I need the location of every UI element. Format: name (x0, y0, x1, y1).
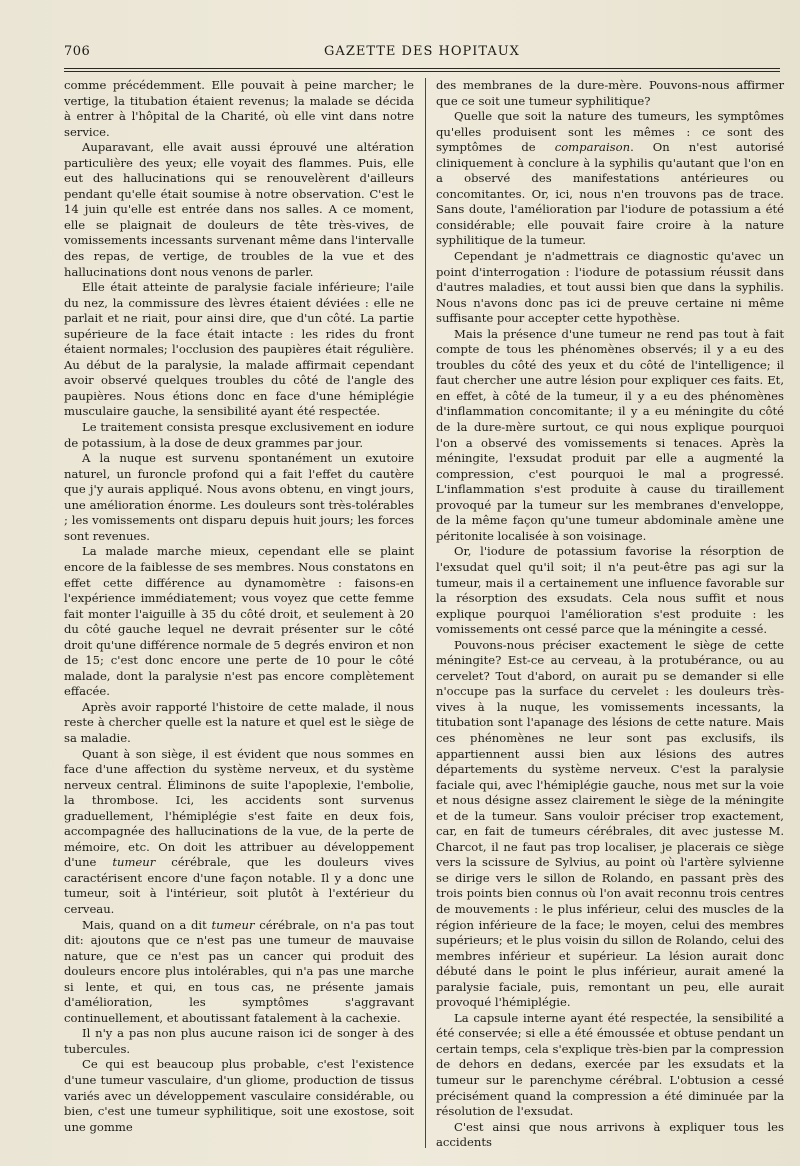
paragraph: Cependant je n'admettrais ce diagnostic qu'avec un point d'interrogation : l'iodure de potassium réussit dans d'autres maladies, et tout aussi bien que dans la syphilis. Nous n'avons donc pas ici de preuve certaine ni même suffisante pour accepter cette hypothèse. (436, 249, 784, 326)
paragraph: Quant à son siège, il est évident que nous sommes en face d'une affection du système nerveux, et du système nerveux central. Éliminons de suite l'apoplexie, l'embolie, la thrombose. Ici, les accidents sont survenus graduellement, l'hémiplégie s'est faite en deux fois, accompagnée des hallucinations de la vue, de la perte de mémoire, etc. On doit les attribuer au développement d'une tumeur cérébrale, que les douleurs vives caractérisent encore d'une façon notable. Il y a donc une tumeur, soit à l'intérieur, soit plutôt à l'extérieur du cerveau. (64, 746, 414, 916)
paragraph: Or, l'iodure de potassium favorise la résorption de l'exsudat quel qu'il soit; il n'a peut-être pas agi sur la tumeur, mais il a certainement une influence favorable sur la résorption des exsudats. Cela nous suffit et nous explique pourquoi l'amélioration s'est produite : les vomissements ont cessé parce que la méningite a cessé. (436, 544, 784, 637)
paragraph: La malade marche mieux, cependant elle se plaint encore de la faiblesse de ses membres. Nous constatons en effet cette différence au dynamomètre : faisons-en l'expérience immédiatement; vous voyez que cette femme fait monter l'aiguille à 35 du côté droit, et seulement à 20 du côté gauche lequel ne devrait présenter sur le côté droit qu'une différence normale de 5 degrés environ et non de 15; c'est donc encore une perte de 10 pour le côté malade, dont la paralysie n'est pas encore complètement effacée. (64, 544, 414, 699)
header-rule (64, 68, 780, 69)
right-column (436, 78, 784, 1151)
left-column (64, 78, 414, 1135)
paragraph: Quelle que soit la nature des tumeurs, les symptômes qu'elles produisent sont les mêmes : ce sont des symptômes de comparaison. On n'est autorisé cliniquement à conclure à la syphilis qu'autant que l'on en a observé des manifestations antérieures ou concomitantes. Or, ici, nous n'en trouvons pas de trace. Sans doute, l'amélioration par l'iodure de potassium a été considérable; elle pouvait faire croire à la nature syphilitique de la tumeur. (436, 109, 785, 248)
paragraph: Le traitement consista presque exclusivement en iodure de potassium, à la dose de deux grammes par jour. (64, 420, 414, 450)
column-divider (425, 78, 426, 1148)
paragraph: Mais, quand on a dit tumeur cérébrale, on n'a pas tout dit: ajoutons que ce n'est pas une tumeur de mauvaise nature, que ce n'est pas un cancer qui produit des douleurs encore plus intolérables, qui n'a pas une marche si lente, et qui, en tous cas, ne présente jamais d'amélioration, les symptômes s'aggravant continuellement, et aboutissant fatalement à la cachexie. (64, 917, 414, 1025)
page-header (64, 44, 780, 64)
paragraph: comme précédemment. Elle pouvait à peine marcher; le vertige, la titubation étaient revenus; la malade se décida à entrer à l'hôpital de la Charité, où elle vint dans notre service. (64, 78, 414, 139)
paragraph: Elle était atteinte de paralysie faciale inférieure; l'aile du nez, la commissure des lèvres étaient déviées : elle ne parlait et ne riait, pour ainsi dire, que d'un côté. La partie supérieure de la face était intacte : les rides du front étaient normales; l'occlusion des paupières était régulière. Au début de la paralysie, la malade affirmait cependant avoir observé quelques troubles du côté de l'angle des paupières. Nous étions donc en face d'une hémiplégie musculaire gauche, la sensibilité ayant été respectée. (64, 280, 414, 419)
paragraph: Après avoir rapporté l'histoire de cette malade, il nous reste à chercher quelle est la nature et quel est le siège de sa maladie. (64, 699, 414, 745)
header-rule-double (64, 71, 780, 72)
paragraph: Il n'y a pas non plus aucune raison ici de songer à des tubercules. (64, 1026, 414, 1056)
paragraph: Pouvons-nous préciser exactement le siège de cette méningite? Est-ce au cerveau, à la protubérance, ou au cervelet? Tout d'abord, on aurait pu se demander si elle n'occupe pas la surface du cervelet : les douleurs très-vives à la nuque, les vomissements incessants, la titubation sont l'apanage des lésions de cette nature. Mais ces phénomènes ne leur sont pas exclusifs, ils appartiennent aussi bien aux lésions des autres départements du système nerveux. C'est la paralysie faciale qui, avec l'hémiplégie gauche, nous met sur la voie et nous désigne assez clairement le siège de la méningite et de la tumeur. Sans vouloir préciser trop exactement, car, en fait de tumeurs cérébrales, dit avec justesse M. Charcot, il ne faut pas trop localiser, je placerais ce siège vers la scissure de Sylvius, au point où l'artère sylvienne se dirige vers le sillon de Rolando, en passant près des trois points bien connus où l'on avait reconnu trois centres de mouvements : le plus inférieur, celui des muscles de la région inférieure de la face; le moyen, celui des membres supérieurs; et le plus voisin du sillon de Rolando, celui des membres inférieur et supérieur. La lésion aurait donc débuté dans le point le plus inférieur, aurait amené la paralysie faciale, puis, remontant un peu, elle aurait provoqué l'hémiplégie. (436, 637, 784, 1010)
paragraph: C'est ainsi que nous arrivons à expliquer tous les accidents (436, 1119, 784, 1150)
paragraph: Auparavant, elle avait aussi éprouvé une altération particulière des yeux; elle voyait des flammes. Puis, elle eut des hallucinations qui se renouvelèrent d'ailleurs pendant qu'elle était soumise à notre observation. C'est le 14 juin qu'elle est entrée dans nos salles. A ce moment, elle se plaignait de douleurs de tête très-vives, de vomissements incessants survenant même dans l'intervalle des repas, de vertige, de troubles de la vue et des hallucinations dont nous venons de parler. (64, 140, 414, 279)
page-number: 706 (64, 44, 91, 59)
paragraph: Ce qui est beaucoup plus probable, c'est l'existence d'une tumeur vasculaire, d'un gliome, production de tissus variés avec un développement vasculaire considérable, ou bien, c'est une tumeur syphilitique, soit une exostose, soit une gomme (64, 1057, 414, 1134)
journal-title: GAZETTE DES HOPITAUX (324, 44, 520, 59)
paragraph: La capsule interne ayant été respectée, la sensibilité a été conservée; si elle a été émoussée et obtuse pendant un certain temps, cela s'explique très-bien par la compression de dehors en dedans, exercée par les exsudats et la tumeur sur le parenchyme cérébral. L'obtusion a cessé précisément quand la compression a été diminuée par la résolution de l'exsudat. (436, 1010, 784, 1119)
paragraph: des membranes de la dure-mère. Pouvons-nous affirmer que ce soit une tumeur syphilitique? (436, 78, 784, 108)
paragraph: Mais la présence d'une tumeur ne rend pas tout à fait compte de tous les phénomènes observés; il y a eu des troubles du côté des yeux et du côté de l'intelligence; il faut chercher une autre lésion pour expliquer ces faits. Et, en effet, à côté de la tumeur, il y a eu des phénomènes d'inflammation concomitante; il y a eu méningite du côté de la dure-mère surtout, ce qui nous explique pourquoi l'on a observé des vomissements si tenaces. Après la méningite, l'exsudat produit par elle a augmenté la compression, c'est pourquoi le mal a progressé. L'inflammation s'est produite à cause du tiraillement provoqué par la tumeur sur les membranes d'enveloppe, de la même façon qu'une tumeur abdominale amène une péritonite localisée à son voisinage. (436, 326, 784, 543)
paragraph: A la nuque est survenu spontanément un exutoire naturel, un furoncle profond qui a fait l'effet du cautère que j'y aurais appliqué. Nous avons obtenu, en vingt jours, une amélioration énorme. Les douleurs sont très-tolérables ; les vomissements ont disparu depuis huit jours; les forces sont revenues. (64, 451, 414, 543)
